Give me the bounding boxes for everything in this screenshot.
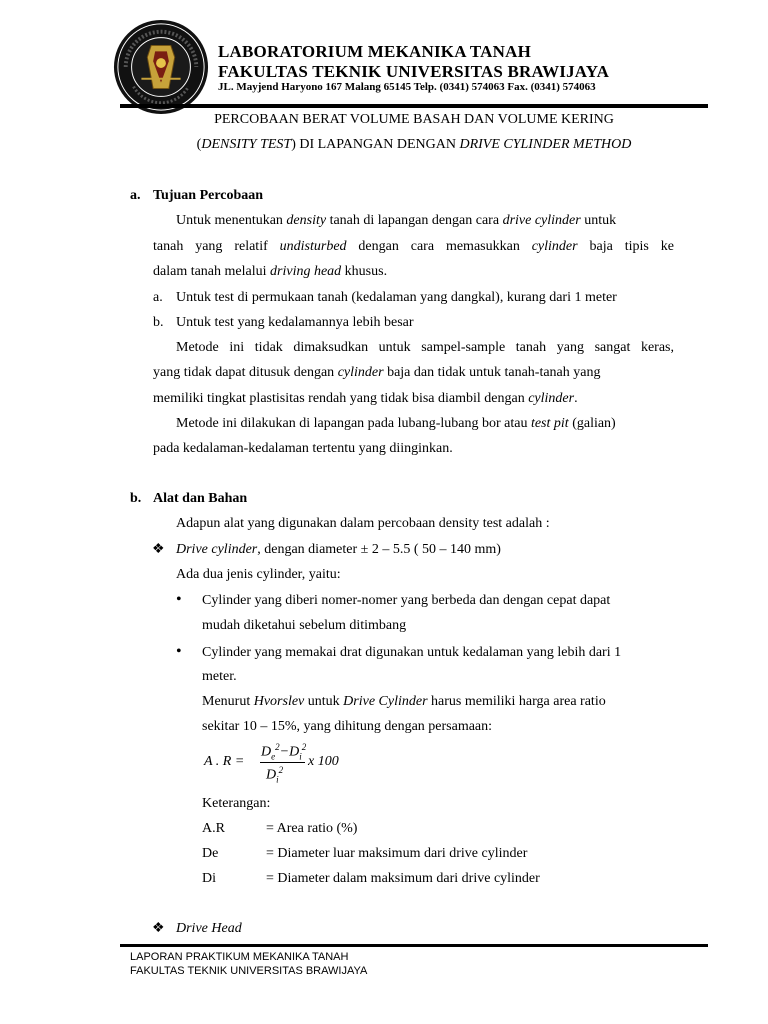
para2-line2: yang tidak dapat ditusuk dengan cylinder baja dan tidak untuk tanah-tanah yang [153,365,601,380]
cylinder-type1-line1: Cylinder yang diberi nomer-nomer yang berbeda dan dengan cepat dapat [202,593,611,608]
diamond-bullet-icon: ❖ [152,921,165,936]
footer-rule [120,944,708,947]
hvorslev-line2: sekitar 10 – 15%, yang dihitung dengan persamaan: [202,719,493,734]
cylinder-type2-line1: Cylinder yang memakai drat digunakan untuk kedalaman yang lebih dari 1 [202,645,622,660]
para2-line3: memiliki tingkat plastisitas rendah yang tidak bisa diambil dengan cylinder. [153,391,578,406]
formula-denominator: $D_i^2$ [266,765,284,785]
list-b-marker: b. [153,315,164,330]
lab-name: LABORATORIUM MEKANIKA TANAH [218,42,532,61]
cylinder-types-intro: Ada dua jenis cylinder, yaitu: [176,567,341,582]
keterangan-label: Keterangan: [202,796,271,811]
doc-title-line1: PERCOBAAN BERAT VOLUME BASAH DAN VOLUME KERING [214,112,614,127]
def-desc-ar: = Area ratio (%) [266,821,358,836]
footer-line2: FAKULTAS TEKNIK UNIVERSITAS BRAWIJAYA [130,965,368,977]
diamond-bullet-icon: ❖ [152,542,165,557]
para1-line2: tanah yang relatif undisturbed dengan cara memasukkan cylinder baja tipis ke [153,239,674,254]
university-seal-logo [112,18,210,116]
fraction-bar [260,762,305,763]
list-a-text: Untuk test di permukaan tanah (kedalaman yang dangkal), kurang dari 1 meter [176,290,617,305]
section-b-label: b. [130,491,142,506]
section-a-heading: Tujuan Percobaan [153,188,264,203]
faculty-name: FAKULTAS TEKNIK UNIVERSITAS BRAWIJAYA [218,62,610,81]
def-symbol-de: De [202,846,219,861]
area-ratio-formula [204,740,364,786]
drive-cylinder-item: Drive cylinder, dengan diameter ± 2 – 5.5 ( 50 – 140 mm) [176,542,501,557]
list-b-text: Untuk test yang kedalamannya lebih besar [176,315,414,330]
def-symbol-di: Di [202,871,216,886]
bullet-dot-icon: • [176,643,182,660]
hvorslev-line1: Menurut Hvorslev untuk Drive Cylinder harus memiliki harga area ratio [202,694,606,709]
section-a-label: a. [130,188,141,203]
def-desc-di: = Diameter dalam maksimum dari drive cylinder [266,871,540,886]
list-a-marker: a. [153,290,163,305]
para1-line1: Untuk menentukan density tanah di lapangan dengan cara drive cylinder untuk [176,213,617,228]
para2-line1: Metode ini tidak dimaksudkan untuk sampel-sample tanah yang sangat keras, [176,340,674,355]
header-rule [120,104,708,108]
def-desc-de: = Diameter luar maksimum dari drive cylinder [266,846,528,861]
para3-line2: pada kedalaman-kedalaman tertentu yang diinginkan. [153,441,453,456]
address-line: JL. Mayjend Haryono 167 Malang 65145 Telp. (0341) 574063 Fax. (0341) 574063 [218,81,596,93]
formula-lhs: A . R = [204,754,245,769]
cylinder-type2-line2: meter. [202,669,237,684]
def-symbol-ar: A.R [202,821,225,836]
formula-rhs: x 100 [308,754,339,769]
para1-line3: dalam tanah melalui driving head khusus. [153,264,388,279]
section-b-heading: Alat dan Bahan [153,491,248,506]
para3-line1: Metode ini dilakukan di lapangan pada lubang-lubang bor atau test pit (galian) [176,416,616,431]
footer-line1: LAPORAN PRAKTIKUM MEKANIKA TANAH [130,951,349,963]
section-b-intro: Adapun alat yang digunakan dalam percobaan density test adalah : [176,516,550,531]
drive-head-item: Drive Head [176,921,242,936]
bullet-dot-icon: • [176,591,182,608]
formula-numerator: $D_e^2-D_i^2$ [261,742,307,762]
cylinder-type1-line2: mudah diketahui sebelum ditimbang [202,618,407,633]
doc-title-line2: (DENSITY TEST) DI LAPANGAN DENGAN DRIVE CYLINDER METHOD [196,137,632,152]
